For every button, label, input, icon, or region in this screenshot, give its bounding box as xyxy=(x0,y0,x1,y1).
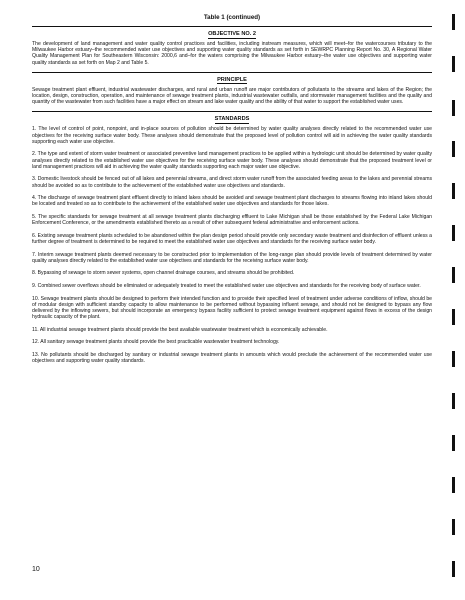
edge-marker xyxy=(452,100,455,116)
standard-item: 11. All industrial sewage treatment plants should provide the best available wastewater treatment which is economically achievable. xyxy=(32,326,328,333)
standard-item: 5. The specific standards for sewage treatment at all sewage treatment plants discharging effluent to Lake Michigan shall be those established by the Federal Lake Michigan Enforcement Conference, or the amendments established thereto as a result of other subsequent federal administrative and enforcement actions. xyxy=(32,214,432,227)
standard-item: 8. Bypassing of sewage to storm sewer systems, open channel drainage courses, and streams should be prohibited. xyxy=(32,270,295,277)
table-title: Table 1 (continued) xyxy=(203,14,261,21)
standard-item: 1. The level of control of point, nonpoint, and in-place sources of pollution should be determined by water quality analyses directly related to the recommended water use objectives for the receiving surface water body. These analyses should demonstrate that the proposed level of pollution control will aid in achieving the water quality standards supporting each water use objective. xyxy=(32,126,432,145)
edge-marker xyxy=(452,309,455,325)
divider xyxy=(32,111,432,112)
edge-marker xyxy=(452,183,455,199)
standard-item: 13. No pollutants should be discharged by sanitary or industrial sewage treatment plants in amounts which would preclude the achievement of the recommended water use objectives and supporting water quality standards. xyxy=(32,351,432,365)
objective-heading-text: OBJECTIVE NO. 2 xyxy=(208,31,256,37)
standards-heading-text: STANDARDS xyxy=(214,116,250,123)
edge-marker xyxy=(452,56,455,72)
standard-item: 12. All sanitary sewage treatment plants should provide the best practicable wastewater treatment technology. xyxy=(32,339,280,346)
standard-item: 9. Combined sewer overflows should be eliminated or adequately treated to meet the established water use objectives and standards for the receiving body of surface water. xyxy=(32,283,421,289)
edge-marker xyxy=(452,351,455,367)
edge-marker xyxy=(452,14,455,30)
edge-marker xyxy=(452,141,455,157)
standard-item: 4. The discharge of sewage treatment plant effluent directly to inland lakes should be avoided and sewage treatment plant discharges to streams flowing into inland lakes should be located and treated so as to contribute to the achievement of the established water use objectives and standards for those lakes. xyxy=(32,195,432,208)
edge-marker xyxy=(452,225,455,241)
page-number: 10 xyxy=(32,566,40,573)
principle-heading-text: PRINCIPLE xyxy=(217,76,247,83)
standards-list xyxy=(32,126,432,364)
edge-marker xyxy=(452,393,455,409)
document-page xyxy=(32,14,432,371)
edge-marker xyxy=(452,519,455,535)
standard-item: 7. Interim sewage treatment plants deemed necessary to be constructed prior to implementation of the long-range plan should provide levels of treatment determined by water quality analyses directly related to the established water use objectives and standards for the receiving surface water body. xyxy=(32,251,432,264)
standard-item: 6. Existing sewage treatment plants scheduled to be abandoned within the plan design period should provide only secondary waste treatment and disinfection of effluent unless a further degree of treatment is determined to be required to meet the established water use objectives and standards for the receiving surface water body. xyxy=(32,232,432,246)
standard-item: 3. Domestic livestock should be fenced out of all lakes and perennial streams, and direct storm water runoff from the associated feeding areas to the lakes and perennial streams should be avoided so as to contribute to the achievement of the established water use objectives and standards. xyxy=(32,176,432,189)
objective-text: The development of land management and water quality control practices and facilities, including instream measures, which will meet–for the watercourses tributary to the Milwaukee Harbor estuary–the recommended water use objectives and supporting water quality standards as set forth in SEWRPC Planning Report No. 30, A Regional Water Quality Management Plan for Southeastern Wisconsin: 2000,6 and–for the waters comprising the Milwaukee Harbor estuary–the water use objectives and supporting water quality standards as set forth on Map 2 and Table 5. xyxy=(32,41,432,66)
edge-marker xyxy=(452,477,455,493)
standard-item: 10. Sewage treatment plants should be designed to perform their intended function and to provide their specified level of treatment under adverse conditions of inflow, should be of modular design with sufficient standby capacity to allow maintenance to be performed without bypassing influent sewage, and should not be designed to bypass any flow delivered by the inflowing sewers, but should incorporate an emergency bypass facility sufficient to protect sewage treatment equipment against flows in excess of the design hydraulic capacity of the plant. xyxy=(32,295,432,321)
edge-marker xyxy=(452,267,455,283)
principle-heading xyxy=(32,77,432,83)
objective-heading xyxy=(32,31,432,37)
edge-marker xyxy=(452,435,455,451)
principle-text: Sewage treatment plant effluent, industrial wastewater discharges, and rural and urban runoff are major contributors of pollutants to the streams and lakes of the Region; the location, design, construction, operation, and maintenance of sewage treatment plants, industrial wastewater outfalls, and stormwater management facilities and the quality and quantity of the wastewater from such facilities have a major effect on stream and lake water quality and the ability of that water to support the established water uses. xyxy=(32,86,432,106)
divider xyxy=(32,26,432,27)
divider xyxy=(32,72,432,73)
standards-heading xyxy=(32,116,432,122)
edge-marker xyxy=(452,561,455,577)
standard-item: 2. The type and extent of storm water treatment or associated preventive land management practices to be applied within a hydrologic unit should be determined by water quality analyses directly related to the established water use objectives for the receiving surface water body. These analyses should demonstrate that the proposed treatment level or land management practices will aid in achieving the water quality standards supporting each major water use objective. xyxy=(32,151,432,170)
